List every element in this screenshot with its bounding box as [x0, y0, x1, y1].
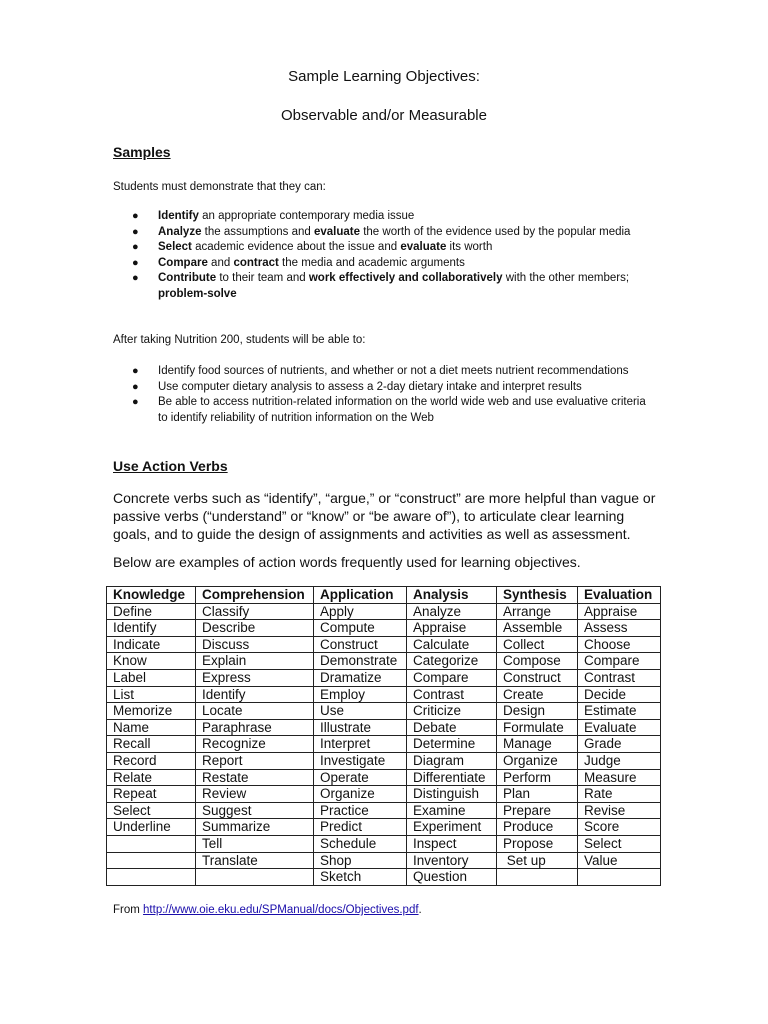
table-cell: Judge	[578, 752, 661, 769]
table-cell: Calculate	[407, 636, 497, 653]
action-verbs-table	[106, 586, 661, 886]
text: academic evidence about the issue and	[191, 241, 401, 253]
table-cell: Review	[196, 786, 314, 803]
column-header-evaluation: Evaluation	[578, 587, 661, 604]
table-row	[107, 852, 661, 869]
table-cell	[107, 869, 196, 886]
table-cell: Explain	[196, 653, 314, 670]
bullet-icon: ●	[132, 396, 139, 408]
bold-text: evaluate	[313, 225, 361, 238]
list-item-text: Identify food sources of nutrients, and whether or not a diet meets nutrient recommendations	[158, 365, 629, 377]
bold-text: Compare	[158, 256, 208, 269]
bold-text: contract	[233, 256, 279, 269]
table-cell: Suggest	[196, 802, 314, 819]
table-row	[107, 719, 661, 736]
bold-text: Identify	[158, 210, 199, 222]
students-intro: Students must demonstrate that they can:	[113, 181, 326, 193]
column-header-comprehension: Comprehension	[196, 587, 314, 604]
table-cell: Select	[578, 835, 661, 852]
bold-text: Select	[158, 241, 192, 253]
table-cell: Estimate	[578, 703, 661, 720]
bullet-icon: ●	[132, 241, 139, 253]
column-header-synthesis: Synthesis	[497, 587, 578, 604]
table-row	[107, 769, 661, 786]
table-cell: Compare	[578, 653, 661, 670]
bold-text: Contribute	[158, 272, 217, 284]
table-cell: Operate	[314, 769, 407, 786]
table-cell: Use	[314, 703, 407, 720]
table-cell: Repeat	[107, 786, 196, 803]
table-cell: Evaluate	[578, 719, 661, 736]
bold-text: problem-solve	[158, 287, 237, 300]
source-footer	[113, 904, 422, 916]
list-item	[113, 240, 653, 256]
table-cell: Formulate	[497, 719, 578, 736]
table-cell: Name	[107, 719, 196, 736]
table-cell: Inspect	[407, 835, 497, 852]
bullet-icon: ●	[132, 256, 139, 269]
table-cell: Organize	[314, 786, 407, 803]
table-cell: Diagram	[407, 752, 497, 769]
table-cell: Compose	[497, 653, 578, 670]
table-cell: Criticize	[407, 703, 497, 720]
table-cell: Compare	[407, 669, 497, 686]
table-cell: Prepare	[497, 802, 578, 819]
table-cell: Schedule	[314, 835, 407, 852]
bullet-icon: ●	[132, 210, 139, 222]
bold-text: evaluate	[400, 241, 447, 253]
table-cell: Construct	[314, 636, 407, 653]
text: the media and academic arguments	[278, 256, 465, 269]
table-header-row	[107, 587, 661, 604]
table-cell: Organize	[497, 752, 578, 769]
list-item	[113, 364, 653, 380]
table-cell	[578, 869, 661, 886]
table-row	[107, 669, 661, 686]
table-cell: Relate	[107, 769, 196, 786]
table-cell: Plan	[497, 786, 578, 803]
samples-heading: Samples	[113, 144, 171, 160]
bullet-icon: ●	[132, 272, 139, 284]
table-cell: Investigate	[314, 752, 407, 769]
examples-intro: Below are examples of action words frequently used for learning objectives.	[113, 554, 581, 570]
table-cell: Score	[578, 819, 661, 836]
table-cell: Dramatize	[314, 669, 407, 686]
table-cell: Know	[107, 653, 196, 670]
table-cell: Appraise	[578, 603, 661, 620]
table-cell: Measure	[578, 769, 661, 786]
table-cell: Translate	[196, 852, 314, 869]
table-cell: Differentiate	[407, 769, 497, 786]
table-cell: Memorize	[107, 703, 196, 720]
table-cell: Choose	[578, 636, 661, 653]
text: an appropriate contemporary media issue	[198, 210, 415, 222]
table-cell: Grade	[578, 736, 661, 753]
table-cell: Underline	[107, 819, 196, 836]
table-cell: Define	[107, 603, 196, 620]
table-cell: Contrast	[578, 669, 661, 686]
column-header-application: Application	[314, 587, 407, 604]
table-cell: Manage	[497, 736, 578, 753]
table-cell: Value	[578, 852, 661, 869]
text: its worth	[446, 241, 493, 253]
table-cell: Appraise	[407, 620, 497, 637]
table-cell: Describe	[196, 620, 314, 637]
table-cell: Propose	[497, 835, 578, 852]
table-row	[107, 603, 661, 620]
source-link[interactable]: http://www.oie.eku.edu/SPManual/docs/Objectives.pdf	[143, 904, 419, 916]
bold-text: work effectively and collaboratively	[308, 272, 503, 284]
table-cell: Restate	[196, 769, 314, 786]
column-header-knowledge: Knowledge	[107, 587, 196, 604]
table-cell: Determine	[407, 736, 497, 753]
table-cell: Categorize	[407, 653, 497, 670]
table-cell: Decide	[578, 686, 661, 703]
table-cell: Collect	[497, 636, 578, 653]
list-item	[113, 395, 653, 426]
table-row	[107, 869, 661, 886]
table-cell: Analyze	[407, 603, 497, 620]
table-row	[107, 752, 661, 769]
title-line-2: Observable and/or Measurable	[281, 107, 487, 124]
action-verbs-heading: Use Action Verbs	[113, 458, 228, 474]
table-cell: List	[107, 686, 196, 703]
list-item	[113, 209, 653, 225]
footer-prefix: From	[113, 904, 144, 916]
table-cell: Recognize	[196, 736, 314, 753]
text: the assumptions and	[201, 225, 314, 238]
table-cell: Practice	[314, 802, 407, 819]
table-cell: Debate	[407, 719, 497, 736]
table-cell: Assemble	[497, 620, 578, 637]
table-cell: Tell	[196, 835, 314, 852]
table-cell: Identify	[107, 620, 196, 637]
title-line-1: Sample Learning Objectives:	[288, 68, 480, 85]
table-row	[107, 686, 661, 703]
table-cell: Record	[107, 752, 196, 769]
table-cell: Revise	[578, 802, 661, 819]
table-cell: Recall	[107, 736, 196, 753]
bullet-icon: ●	[132, 365, 139, 377]
footer-suffix: .	[418, 904, 422, 916]
table-row	[107, 703, 661, 720]
table-row	[107, 736, 661, 753]
table-cell: Indicate	[107, 636, 196, 653]
bold-text: Analyze	[158, 225, 202, 238]
table-cell	[107, 835, 196, 852]
table-cell: Distinguish	[407, 786, 497, 803]
table-cell	[107, 852, 196, 869]
table-cell	[196, 869, 314, 886]
list-item	[113, 271, 653, 302]
table-cell: Rate	[578, 786, 661, 803]
nutrition-list	[113, 364, 653, 426]
text: with the other members;	[502, 272, 630, 284]
table-cell: Employ	[314, 686, 407, 703]
table-cell: Design	[497, 703, 578, 720]
table-cell: Summarize	[196, 819, 314, 836]
table-cell: Construct	[497, 669, 578, 686]
table-cell: Create	[497, 686, 578, 703]
list-item	[113, 256, 653, 272]
table-cell: Predict	[314, 819, 407, 836]
text: the worth of the evidence used by the popular media	[360, 225, 631, 238]
table-cell: Assess	[578, 620, 661, 637]
list-item-text: Use computer dietary analysis to assess a 2-day dietary intake and interpret results	[158, 380, 582, 393]
table-cell: Illustrate	[314, 719, 407, 736]
table-cell: Select	[107, 802, 196, 819]
table-cell: Report	[196, 752, 314, 769]
list-item	[113, 225, 653, 241]
table-cell: Paraphrase	[196, 719, 314, 736]
table-cell: Experiment	[407, 819, 497, 836]
column-header-analysis: Analysis	[407, 587, 497, 604]
bullet-icon: ●	[132, 225, 139, 238]
table-row	[107, 620, 661, 637]
table-cell: Locate	[196, 703, 314, 720]
table-row	[107, 786, 661, 803]
table-cell: Label	[107, 669, 196, 686]
nutrition-intro: After taking Nutrition 200, students will be able to:	[113, 334, 366, 346]
table-cell: Apply	[314, 603, 407, 620]
table-row	[107, 819, 661, 836]
table-row	[107, 653, 661, 670]
table-cell: Produce	[497, 819, 578, 836]
table-row	[107, 835, 661, 852]
table-cell: Identify	[196, 686, 314, 703]
table-cell: Interpret	[314, 736, 407, 753]
table-cell: Shop	[314, 852, 407, 869]
table-cell: Express	[196, 669, 314, 686]
table-cell	[497, 869, 578, 886]
table-row	[107, 802, 661, 819]
table-cell: Question	[407, 869, 497, 886]
table-cell: Compute	[314, 620, 407, 637]
text: to their team and	[216, 272, 309, 284]
table-cell: Perform	[497, 769, 578, 786]
table-cell: Set up	[497, 852, 578, 869]
table-cell: Contrast	[407, 686, 497, 703]
table-cell: Classify	[196, 603, 314, 620]
table-cell: Examine	[407, 802, 497, 819]
list-item	[113, 380, 653, 396]
list-item-text: Be able to access nutrition-related information on the world wide web and use evaluative criteria to identify reliability of nutrition information on the Web	[158, 396, 646, 424]
text: and	[207, 256, 234, 269]
concrete-verbs-paragraph: Concrete verbs such as “identify”, “argue,” or “construct” are more helpful than vague or passive verbs (“understand” or “know” or “be aware of”), to articulate clear learning goals, and to guide the design of assignments and activities as well as assessment.	[113, 490, 656, 542]
table-row	[107, 636, 661, 653]
bullet-icon: ●	[132, 380, 139, 393]
samples-list	[113, 209, 653, 302]
table-cell: Arrange	[497, 603, 578, 620]
table-cell: Discuss	[196, 636, 314, 653]
table-cell: Sketch	[314, 869, 407, 886]
table-cell: Demonstrate	[314, 653, 407, 670]
table-cell: Inventory	[407, 852, 497, 869]
